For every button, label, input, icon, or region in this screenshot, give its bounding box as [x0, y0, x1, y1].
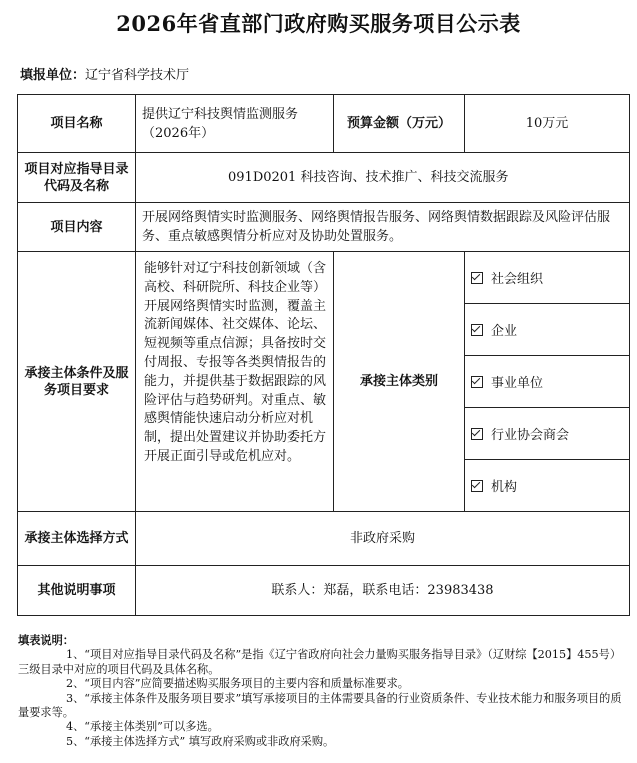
category-option-label: 企业 — [491, 324, 518, 339]
checked-checkbox-icon — [471, 324, 483, 336]
category-option-label: 行业协会商会 — [491, 428, 570, 443]
checked-checkbox-icon — [471, 376, 483, 388]
checked-checkbox-icon — [471, 480, 483, 492]
category-option — [465, 252, 630, 304]
row-other — [18, 566, 630, 616]
fill-instructions — [18, 634, 628, 749]
reporting-unit-label: 填报单位： — [20, 68, 86, 83]
content-label: 项目内容 — [18, 203, 136, 252]
row-project-name — [18, 95, 630, 153]
budget-label: 预算金额（万元） — [334, 95, 465, 153]
announcement-table — [17, 94, 630, 616]
catalog-label: 项目对应指导目录代码及名称 — [18, 153, 136, 203]
instruction-item: 4、“承接主体类别”可以多选。 — [66, 720, 219, 734]
project-name-label: 项目名称 — [18, 95, 136, 153]
category-option — [465, 304, 630, 356]
category-option-label: 事业单位 — [491, 376, 544, 391]
row-catalog — [18, 153, 630, 203]
catalog-value: 091D0201 科技咨询、技术推广、科技交流服务 — [136, 153, 630, 203]
method-value: 非政府采购 — [136, 512, 630, 566]
instruction-item: 3、“承接主体条件及服务项目要求”填写承接项目的主体需要具备的行业资质条件、专业技术能力和服务项目的质量要求等。 — [18, 691, 622, 720]
category-option-label: 机构 — [491, 480, 518, 495]
method-label: 承接主体选择方式 — [18, 512, 136, 566]
category-option-label: 社会组织 — [491, 272, 544, 287]
instruction-item: 2、“项目内容”应简要描述购买服务项目的主要内容和质量标准要求。 — [66, 677, 409, 691]
instruction-item: 1、“项目对应指导目录代码及名称”是指《辽宁省政府向社会力量购买服务指导目录》（辽财综【2015】455号）三级目录中对应的项目代码及具体名称。 — [18, 648, 622, 676]
content-value: 开展网络舆情实时监测服务、网络舆情报告服务、网络舆情数据跟踪及风险评估服务、重点敏感舆情分析应对及协助处置服务。 — [136, 203, 630, 252]
reporting-unit-value: 辽宁省科学技术厅 — [85, 68, 190, 83]
other-label: 其他说明事项 — [18, 566, 136, 616]
checked-checkbox-icon — [471, 272, 483, 284]
requirements-label: 承接主体条件及服务项目要求 — [18, 252, 136, 512]
row-method — [18, 512, 630, 566]
instruction-item: 5、“承接主体选择方式” 填写政府采购或非政府采购。 — [66, 734, 335, 748]
row-content — [18, 203, 630, 252]
instructions-heading: 填表说明： — [18, 634, 74, 647]
project-name-value: 提供辽宁科技舆情监测服务（2026年） — [136, 95, 334, 153]
requirements-value: 能够针对辽宁科技创新领域（含高校、科研院所、科技企业等）开展网络舆情实时监测，覆盖主流新闻媒体、社交媒体、论坛、短视频等重点信源；具备按时交付周报、专报等各类舆情报告的能力，并提供基于数据跟踪的风险评估与趋势研判。对重点、敏感舆情能快速启动分析应对机制，提出处置建议并协助委托方开展正面引导或危机应对。 — [136, 252, 334, 512]
category-option — [465, 408, 630, 460]
page-title: 2026年省直部门政府购买服务项目公示表 — [116, 11, 521, 36]
category-label: 承接主体类别 — [334, 252, 465, 512]
reporting-unit — [20, 64, 189, 83]
budget-value: 10万元 — [465, 95, 630, 153]
other-value: 联系人：郑磊，联系电话：23983438 — [136, 566, 630, 616]
row-requirements — [18, 252, 630, 304]
category-option — [465, 460, 630, 512]
checked-checkbox-icon — [471, 428, 483, 440]
category-option — [465, 356, 630, 408]
